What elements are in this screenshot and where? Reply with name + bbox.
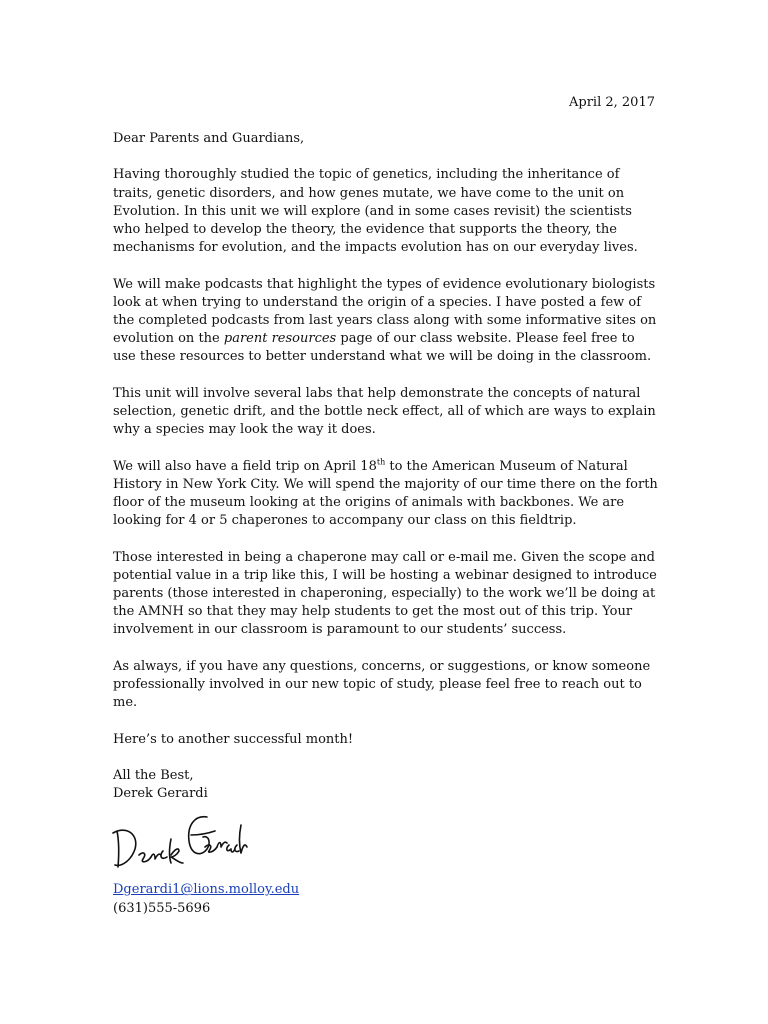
sender-name: Derek Gerardi (113, 786, 208, 802)
paragraph-questions: As always, if you have any questions, concerns, or suggestions, or know someone professionally involved in our new topic of study, please feel free to reach out to me. (113, 658, 651, 711)
paragraph-field-trip (113, 458, 658, 531)
paragraph-chaperone: Those interested in being a chaperone may call or e-mail me. Given the scope and potential value in a trip like this, I will be hosting a webinar designed to introduce parents (those interested in chaperoning, especially) to the work we’ll be doing at the AMNH so that they may help students to get the most out of this trip. Your involvement in our classroom is paramount to our students’ success. (113, 549, 657, 638)
letter-date: April 2, 2017 (569, 95, 655, 110)
contact-block (113, 881, 658, 917)
paragraph-podcasts (113, 276, 658, 367)
paragraph-field-trip-part1: We will also have a field trip on April 18 (113, 458, 377, 474)
ordinal-suffix: th (376, 457, 386, 467)
paragraph-closing-remark: Here’s to another successful month! (113, 731, 354, 747)
salutation: Dear Parents and Guardians, (113, 131, 305, 146)
letter-body (113, 130, 658, 918)
paragraph-podcasts-part1: We will make podcasts that highlight the types of evidence evolutionary biologists look at when trying to understand the origin of a species. I have posted a few of the completed podcasts from last years class along with some informative sites on evolution on the (113, 276, 657, 347)
phone-number: (631)555-5696 (113, 900, 211, 916)
paragraph-labs: This unit will involve several labs that help demonstrate the concepts of natural selection, genetic drift, and the bottle neck effect, all of which are ways to explain why a species may look the way it does. (113, 385, 656, 438)
closing-block (113, 767, 658, 803)
contact-email-line (113, 881, 658, 899)
parent-resources-term: parent resources (223, 331, 337, 347)
handwritten-signature (109, 811, 249, 871)
closing-phrase: All the Best, (113, 767, 194, 783)
paragraph-field-trip-part2: to the American Museum of Natural History in New York City. We will spend the majority of our time there on the forth floor of the museum looking at the origins of animals with backbones. We are looking for 4 or 5 chaperones to accompany our class on this fieldtrip. (113, 458, 658, 529)
email-link[interactable]: Dgerardi1@lions.molloy.edu (113, 882, 300, 898)
paragraph-podcasts-part2: page of our class website. Please feel free to use these resources to better understand what we will be doing in the classroom. (113, 331, 652, 365)
paragraph-genetics-intro: Having thoroughly studied the topic of genetics, including the inheritance of traits, genetic disorders, and how genes mutate, we have come to the unit on Evolution. In this unit we will explore (and in some cases revisit) the scientists who helped to develop the theory, the evidence that supports the theory, the mechanisms for evolution, and the impacts evolution has on our everyday lives. (113, 167, 638, 256)
